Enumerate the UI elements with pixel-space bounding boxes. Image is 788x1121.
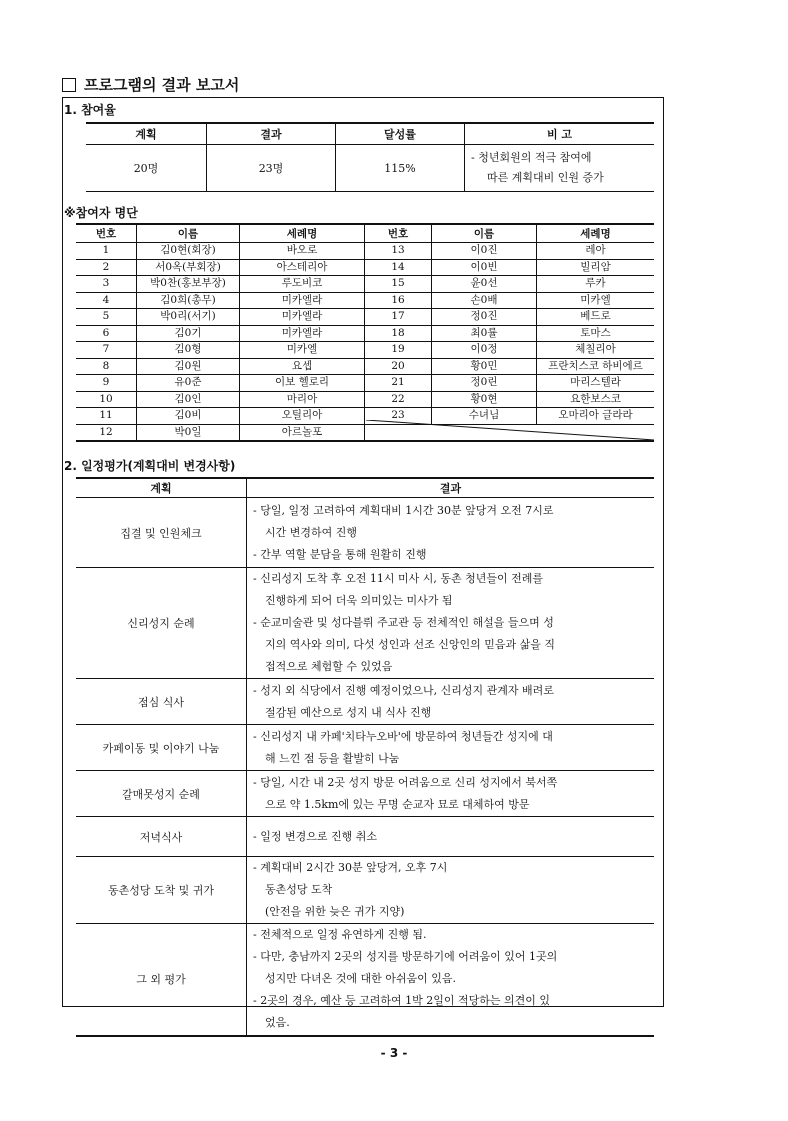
roster-cell: 정0린 — [432, 375, 537, 392]
table-row — [76, 342, 654, 359]
roster-cell: 4 — [76, 292, 137, 309]
participation-header-row — [86, 123, 654, 145]
plan-value: 20명 — [86, 145, 207, 192]
roster-cell: 22 — [365, 391, 432, 408]
schedule-plan-cell: 동촌성당 도착 및 귀가 — [76, 857, 247, 924]
participation-data-row — [86, 145, 654, 192]
roster-cell: 미카엘 — [537, 292, 655, 309]
roster-cell: 김0기 — [137, 325, 240, 342]
table-row — [76, 309, 654, 326]
roster-cell: 17 — [365, 309, 432, 326]
roster-cell: 6 — [76, 325, 137, 342]
section-schedule-heading: 2. 일정평가(계획대비 변경사항) — [64, 459, 236, 473]
result-line: - 당일, 일정 고려하여 계획대비 1시간 30분 앞당겨 오전 7시로 — [253, 503, 554, 517]
header-note: 비 고 — [465, 123, 655, 145]
roster-table — [76, 223, 654, 442]
roster-cell: 미카엘 — [240, 342, 365, 359]
table-row — [76, 771, 654, 817]
roster-cell: 김0희(총무) — [137, 292, 240, 309]
roster-cell: 박0일 — [137, 424, 240, 441]
schedule-plan-cell: 저녁식사 — [76, 817, 247, 857]
roster-cell: 바오로 — [240, 243, 365, 260]
schedule-result-cell — [247, 679, 655, 725]
header-rate: 달성률 — [336, 123, 465, 145]
result-line: - 전체적으로 일정 유연하게 진행 됨. — [253, 928, 427, 942]
roster-cell: 김0원 — [137, 358, 240, 375]
schedule-result-cell — [247, 857, 655, 924]
page-number: - 3 - — [380, 1046, 408, 1060]
roster-cell: 미카엘라 — [240, 325, 365, 342]
roster-cell: 레아 — [537, 243, 655, 260]
schedule-result-cell — [247, 568, 655, 679]
roster-header: 번호 — [76, 224, 137, 243]
participation-table — [86, 122, 654, 192]
roster-header: 이름 — [137, 224, 240, 243]
roster-cell: 10 — [76, 391, 137, 408]
result-line: 진행하게 되어 더욱 의미있는 미사가 됨 — [265, 594, 453, 607]
roster-heading: ※참여자 명단 — [64, 206, 138, 220]
schedule-table — [76, 477, 654, 1037]
roster-cell: 황0민 — [432, 358, 537, 375]
roster-cell: 15 — [365, 276, 432, 293]
result-line: 시간 변경하여 진행 — [265, 525, 358, 539]
roster-cell: 황0현 — [432, 391, 537, 408]
roster-cell: 11 — [76, 408, 137, 425]
roster-cell: 정0진 — [432, 309, 537, 326]
roster-header: 이름 — [432, 224, 537, 243]
note-line-1: - 청년회원의 적극 참여에 — [471, 151, 592, 164]
schedule-result-cell — [247, 771, 655, 817]
roster-cell: 1 — [76, 243, 137, 260]
roster-cell: 최0률 — [432, 325, 537, 342]
roster-cell: 16 — [365, 292, 432, 309]
schedule-plan-cell: 그 외 평가 — [76, 924, 247, 1036]
result-line: 었음. — [265, 1016, 290, 1030]
result-line: - 간부 역할 분담을 통해 원활히 진행 — [253, 547, 427, 561]
roster-cell: 김0현(회장) — [137, 243, 240, 260]
roster-cell: 오마리아 글라라 — [537, 408, 655, 425]
roster-cell: 요셉 — [240, 358, 365, 375]
roster-cell: 아르놀포 — [240, 424, 365, 441]
note-line-2: 따른 계획대비 인원 증가 — [487, 171, 604, 184]
result-line: 절감된 예산으로 성지 내 식사 진행 — [265, 705, 432, 719]
roster-cell: 21 — [365, 375, 432, 392]
roster-cell: 18 — [365, 325, 432, 342]
roster-cell: 8 — [76, 358, 137, 375]
roster-header: 세례명 — [537, 224, 655, 243]
section-participation-heading: 1. 참여율 — [64, 103, 116, 117]
note-value — [465, 145, 655, 192]
result-line: - 당일, 시간 내 2곳 성지 방문 어려움으로 신리 성지에서 북서쪽 — [253, 775, 558, 789]
roster-cell: 베드로 — [537, 309, 655, 326]
table-row — [76, 292, 654, 309]
roster-cell: 서0옥(부회장) — [137, 259, 240, 276]
schedule-plan-cell: 점심 식사 — [76, 679, 247, 725]
result-line: 해 느낀 점 등을 활발히 나눔 — [265, 751, 400, 765]
roster-cell: 19 — [365, 342, 432, 359]
report-title-text: 프로그램의 결과 보고서 — [84, 76, 240, 94]
report-title — [62, 74, 239, 95]
roster-cell: 7 — [76, 342, 137, 359]
result-line: 접적으로 체험할 수 있었음 — [265, 660, 393, 673]
roster-cell: 김0비 — [137, 408, 240, 425]
schedule-plan-cell: 신리성지 순례 — [76, 568, 247, 679]
result-line: - 순교미술관 및 성다블뤼 주교관 등 전체적인 해설을 들으며 성 — [253, 616, 554, 629]
result-line: - 신리성지 도착 후 오전 11시 미사 시, 동촌 청년들이 전례를 — [253, 572, 543, 585]
roster-cell: 손0배 — [432, 292, 537, 309]
table-row — [76, 391, 654, 408]
result-line: 으로 약 1.5km에 있는 무명 순교자 묘로 대체하여 방문 — [265, 797, 530, 811]
schedule-header-plan: 계획 — [76, 478, 247, 498]
roster-cell: 체칠리아 — [537, 342, 655, 359]
schedule-result-cell — [247, 498, 655, 568]
roster-cell: 마리스텔라 — [537, 375, 655, 392]
table-row — [76, 857, 654, 924]
schedule-result-cell — [247, 924, 655, 1036]
roster-cell: 3 — [76, 276, 137, 293]
roster-cell: 12 — [76, 424, 137, 441]
roster-cell: 이0빈 — [432, 259, 537, 276]
roster-cell: 김0인 — [137, 391, 240, 408]
roster-header-row — [76, 224, 654, 243]
result-line: (안전을 위한 늦은 귀가 지양) — [265, 905, 405, 918]
table-row — [76, 375, 654, 392]
roster-cell: 14 — [365, 259, 432, 276]
roster-cell: 이0진 — [432, 243, 537, 260]
schedule-header-row — [76, 478, 654, 498]
roster-cell: 20 — [365, 358, 432, 375]
roster-cell: 마리아 — [240, 391, 365, 408]
table-row — [76, 358, 654, 375]
roster-cell: 루도비코 — [240, 276, 365, 293]
result-line: 동촌성당 도착 — [265, 883, 333, 896]
result-line: - 신리성지 내 카페'치타누오바'에 방문하여 청년들간 성지에 대 — [253, 729, 553, 743]
roster-cell: 미카엘라 — [240, 309, 365, 326]
schedule-result-cell — [247, 725, 655, 771]
result-line: - 일정 변경으로 진행 취소 — [253, 829, 377, 843]
table-row — [76, 276, 654, 293]
roster-cell: 미카엘라 — [240, 292, 365, 309]
schedule-header-result: 결과 — [247, 478, 655, 498]
roster-cell: 이보 헬로리 — [240, 375, 365, 392]
table-row — [76, 243, 654, 260]
roster-cell: 9 — [76, 375, 137, 392]
result-line: - 다만, 충남까지 2곳의 성지를 방문하기에 어려움이 있어 1곳의 — [253, 950, 558, 964]
roster-cell: 이0정 — [432, 342, 537, 359]
roster-cell: 윤0선 — [432, 276, 537, 293]
roster-cell: 오틸리아 — [240, 408, 365, 425]
roster-cell: 박0찬(홍보부장) — [137, 276, 240, 293]
table-row — [76, 924, 654, 1036]
roster-cell: 23 — [365, 408, 432, 425]
schedule-plan-cell: 갈매못성지 순례 — [76, 771, 247, 817]
roster-header: 번호 — [365, 224, 432, 243]
roster-cell: 프란치스코 하비에르 — [537, 358, 655, 375]
roster-cell: 유0준 — [137, 375, 240, 392]
roster-cell: 5 — [76, 309, 137, 326]
table-row — [76, 498, 654, 568]
schedule-plan-cell: 집결 및 인원체크 — [76, 498, 247, 568]
roster-cell: 2 — [76, 259, 137, 276]
table-row — [76, 259, 654, 276]
checkbox-square-icon — [62, 78, 76, 92]
roster-cell: 루카 — [537, 276, 655, 293]
result-line: 성지만 다녀온 것에 대한 아쉬움이 있음. — [265, 972, 456, 986]
roster-cell: 요한보스코 — [537, 391, 655, 408]
roster-header: 세례명 — [240, 224, 365, 243]
table-row — [76, 325, 654, 342]
result-line: - 성지 외 식당에서 진행 예정이었으나, 신리성지 관계자 배려로 — [253, 683, 554, 697]
empty-cell-diagonal — [366, 420, 654, 440]
roster-cell: 박0리(서기) — [137, 309, 240, 326]
roster-cell: 아스테리아 — [240, 259, 365, 276]
schedule-plan-cell: 카페이동 및 이야기 나눔 — [76, 725, 247, 771]
header-plan: 계획 — [86, 123, 207, 145]
result-line: - 계획대비 2시간 30분 앞당겨, 오후 7시 — [253, 861, 448, 874]
table-row — [76, 817, 654, 857]
roster-cell: 김0형 — [137, 342, 240, 359]
table-row — [76, 725, 654, 771]
table-row — [76, 679, 654, 725]
header-result: 결과 — [207, 123, 336, 145]
roster-cell: 13 — [365, 243, 432, 260]
table-row — [76, 568, 654, 679]
result-line: 지의 역사와 의미, 다섯 성인과 선조 신앙인의 믿음과 삶을 직 — [265, 638, 555, 651]
result-line: - 2곳의 경우, 예산 등 고려하여 1박 2일이 적당하는 의견이 있 — [253, 994, 550, 1008]
rate-value: 115% — [336, 145, 465, 192]
roster-cell: 빌리암 — [537, 259, 655, 276]
roster-cell: 토마스 — [537, 325, 655, 342]
result-value: 23명 — [207, 145, 336, 192]
roster-cell: 수녀님 — [432, 408, 537, 425]
schedule-result-cell — [247, 817, 655, 857]
